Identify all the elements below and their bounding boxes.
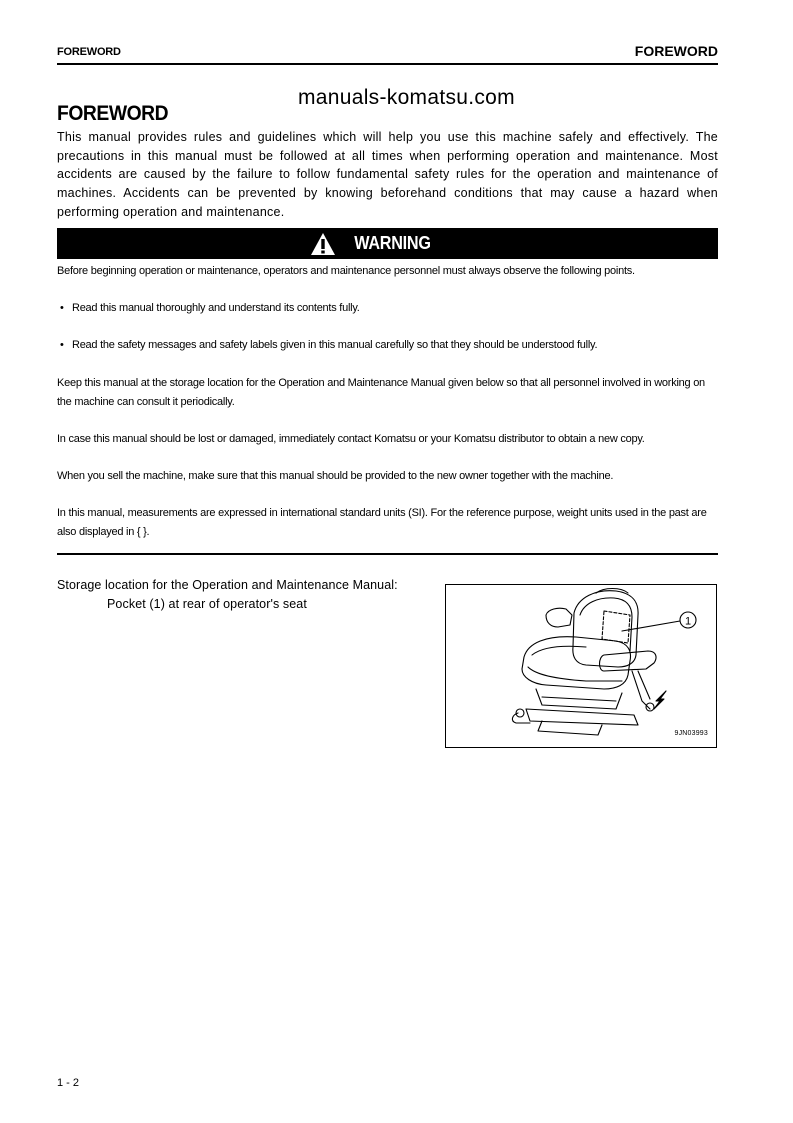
header-section-right: FOREWORD <box>634 43 718 59</box>
warning-bullet-item <box>60 299 360 318</box>
warning-paragraph: When you sell the machine, make sure that this manual should be provided to the new owner together with the machine. <box>57 470 614 482</box>
page-title: FOREWORD <box>57 102 169 125</box>
operator-seat-illustration <box>446 585 716 747</box>
page-number: 1 - 2 <box>57 1077 80 1089</box>
storage-location-text <box>57 576 398 614</box>
warning-label: WARNING <box>354 233 431 253</box>
bullet-symbol: • <box>60 302 64 314</box>
figure-code: 9JN03993 <box>674 730 708 737</box>
seat-illustration-figure <box>445 584 717 748</box>
warning-end-divider <box>57 553 718 555</box>
warning-banner <box>57 228 718 259</box>
warning-bullet-item <box>60 336 597 355</box>
warning-paragraph: In this manual, measurements are expressed in international standard units (SI). For the reference purpose, weight units used in the past are also displayed in { }. <box>57 507 707 538</box>
warning-paragraph: Keep this manual at the storage location for the Operation and Maintenance Manual given below so that all personnel involved in working on the machine can consult it periodically. <box>57 377 705 408</box>
warning-paragraph: In case this manual should be lost or damaged, immediately contact Komatsu or your Komatsu distributor to obtain a new copy. <box>57 433 645 445</box>
warning-triangle-icon <box>310 232 336 256</box>
bullet-text: Read this manual thoroughly and understand its contents fully. <box>72 302 360 314</box>
bullet-text: Read the safety messages and safety labels given in this manual carefully so that they should be understood fully. <box>72 339 598 351</box>
storage-label: Storage location for the Operation and Maintenance Manual: <box>57 578 398 592</box>
bullet-symbol: • <box>60 339 64 351</box>
storage-location: Pocket (1) at rear of operator's seat <box>107 597 307 611</box>
header-section-left: FOREWORD <box>57 46 121 58</box>
header-divider <box>57 63 718 65</box>
figure-callout-number: 1 <box>684 615 692 628</box>
intro-paragraph: This manual provides rules and guidelines which will help you use this machine safely and effectively. The precautions in this manual must be followed at all times when performing operation and maintenance. Most accidents are caused by the failure to follow fundamental safety rules for the operation and maintenance of machines. Accidents can be prevented by knowing beforehand conditions that may cause a hazard when performing operation and maintenance. <box>57 130 718 219</box>
warning-lead: Before beginning operation or maintenance, operators and maintenance personnel must always observe the following points. <box>57 265 635 277</box>
watermark: manuals-komatsu.com <box>298 86 515 109</box>
